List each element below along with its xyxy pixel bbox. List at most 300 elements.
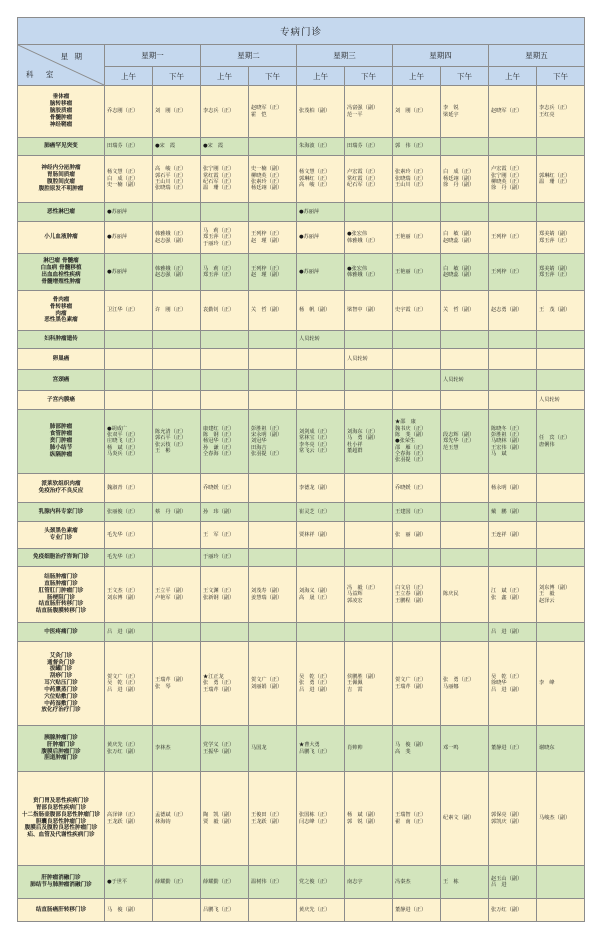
doctor-name: 张双平（正） bbox=[107, 431, 139, 438]
department-cell bbox=[18, 503, 105, 522]
doctor-cell bbox=[201, 567, 249, 623]
doctor-name: 杨 斌（正） bbox=[107, 444, 139, 451]
half-day-header-am: 上午 bbox=[393, 67, 441, 86]
doctor-cell bbox=[249, 291, 297, 331]
doctor-cell bbox=[489, 331, 537, 349]
doctor-cell bbox=[297, 138, 345, 156]
doctor-name: 韩雅娥（正） bbox=[347, 272, 379, 278]
table-row bbox=[18, 522, 585, 549]
doctor-cell bbox=[105, 522, 153, 549]
doctor-name: ●苏丽萍 bbox=[107, 208, 128, 215]
doctor-name: 人员轮转 bbox=[299, 336, 320, 343]
department-name: 专业门诊 bbox=[49, 535, 73, 541]
doctor-name: 党之俊（正） bbox=[299, 878, 331, 885]
doctor-name: 白文启（正） bbox=[395, 584, 427, 591]
doctor-cell bbox=[537, 474, 585, 503]
doctor-cell bbox=[393, 222, 441, 254]
doctor-cell bbox=[393, 899, 441, 922]
doctor-name: 彭胜祖（正） bbox=[491, 431, 523, 438]
doctor-name: 郑美婧（副） bbox=[539, 265, 571, 272]
doctor-name: 冯 毅（正） bbox=[347, 584, 379, 591]
doctor-cell bbox=[297, 567, 345, 623]
doctor-name: ●苏丽萍 bbox=[299, 208, 320, 215]
doctor-cell bbox=[249, 349, 297, 370]
doctor-name: 高 峻（正） bbox=[299, 182, 331, 189]
department-cell bbox=[18, 726, 105, 772]
doctor-name: 李志兵（正） bbox=[203, 108, 235, 115]
department-name: 胃肠间质瘤 bbox=[47, 172, 75, 179]
doctor-name: 关 哲（副） bbox=[251, 307, 283, 314]
department-name: 结直肠肝转移门诊 bbox=[38, 601, 84, 608]
doctor-name: 马炎兵（正） bbox=[107, 451, 139, 458]
doctor-cell bbox=[393, 866, 441, 899]
department-name: 乳腺内科专家门诊 bbox=[38, 508, 84, 515]
doctor-name: 常林宝（正） bbox=[299, 435, 331, 442]
doctor-name: 贾林祥（副） bbox=[299, 531, 331, 538]
doctor-name: 白 成（正） bbox=[107, 175, 139, 182]
doctor-cell bbox=[297, 203, 345, 222]
department-name: 肛管肛门肿瘤门诊 bbox=[38, 587, 84, 594]
doctor-cell bbox=[441, 203, 489, 222]
table-row bbox=[18, 291, 585, 331]
table-row bbox=[18, 549, 585, 567]
doctor-name: 张素玲（正） bbox=[251, 179, 283, 185]
doctor-name: 王列梓（正） bbox=[251, 231, 283, 238]
doctor-name: 刘东博（副） bbox=[539, 584, 571, 591]
doctor-cell bbox=[345, 291, 393, 331]
doctor-name: 崔灵芝（正） bbox=[299, 508, 331, 515]
doctor-cell bbox=[489, 291, 537, 331]
department-name: 通督灸门诊 bbox=[47, 659, 75, 666]
doctor-cell bbox=[201, 726, 249, 772]
doctor-cell bbox=[297, 410, 345, 474]
doctor-cell bbox=[489, 86, 537, 138]
doctor-cell bbox=[105, 474, 153, 503]
doctor-cell bbox=[441, 726, 489, 772]
doctor-name: 王山川（正） bbox=[155, 179, 187, 185]
department-name: 贲门肿瘤 bbox=[49, 438, 73, 445]
doctor-cell bbox=[297, 522, 345, 549]
doctor-cell bbox=[105, 349, 153, 370]
table-row bbox=[18, 370, 585, 391]
doctor-name: 冯秦杰 bbox=[395, 878, 411, 885]
doctor-name: 卢宏霞（正） bbox=[347, 169, 379, 176]
doctor-name: 王龙跃（副） bbox=[251, 818, 283, 825]
department-name: 胆囊良恶性肿瘤门诊 bbox=[35, 818, 87, 825]
doctor-cell bbox=[249, 772, 297, 866]
doctor-name: 徐晓华 bbox=[491, 680, 507, 687]
table-row bbox=[18, 254, 585, 291]
doctor-name: ●苏丽萍 bbox=[107, 234, 128, 241]
doctor-cell bbox=[201, 772, 249, 866]
doctor-name: 康建红（正） bbox=[203, 425, 235, 432]
doctor-cell bbox=[297, 331, 345, 349]
doctor-cell bbox=[105, 567, 153, 623]
doctor-name: 吉 霄 bbox=[347, 686, 363, 693]
doctor-cell bbox=[153, 726, 201, 772]
doctor-name: 张 勇（正） bbox=[443, 677, 475, 684]
table-row bbox=[18, 899, 585, 922]
doctor-cell bbox=[537, 866, 585, 899]
department-cell bbox=[18, 623, 105, 642]
doctor-name: 宋永明（副） bbox=[251, 431, 283, 438]
department-name: 肺癌罕见突变 bbox=[44, 143, 78, 150]
doctor-cell bbox=[489, 474, 537, 503]
doctor-name: 陈允清（正） bbox=[155, 428, 187, 435]
doctor-cell bbox=[489, 410, 537, 474]
doctor-name: 关 哲（副） bbox=[443, 307, 475, 314]
doctor-name: ★江正龙 bbox=[203, 673, 224, 680]
doctor-cell bbox=[393, 254, 441, 291]
doctor-cell bbox=[249, 331, 297, 349]
department-name: 腹膜后肿瘤门诊 bbox=[41, 748, 81, 755]
doctor-name: 温 珊（正） bbox=[539, 179, 571, 185]
doctor-name: 王连祥（副） bbox=[491, 531, 523, 538]
department-cell bbox=[18, 642, 105, 726]
doctor-name: 范一平 bbox=[347, 111, 363, 118]
doctor-cell bbox=[297, 899, 345, 922]
doctor-name: 赵晓蕊（副） bbox=[443, 237, 475, 244]
half-day-header-am: 上午 bbox=[489, 67, 537, 86]
doctor-cell bbox=[345, 549, 393, 567]
department-name: 恶性黑色素瘤 bbox=[44, 317, 78, 324]
doctor-cell bbox=[297, 549, 345, 567]
doctor-name: 庄晓飞（正） bbox=[107, 438, 139, 445]
department-name: 结直肠腹膜转移门诊 bbox=[35, 608, 87, 615]
doctor-name: 常红霞（正） bbox=[347, 175, 379, 182]
department-name: 腹膜后及腹腔良恶性肿瘤门诊 bbox=[24, 825, 98, 832]
doctor-name: 马益辉 bbox=[347, 591, 363, 598]
doctor-cell bbox=[345, 222, 393, 254]
doctor-name: 陈晓冬（正） bbox=[491, 425, 523, 432]
department-name: 放化疗治疗门诊 bbox=[41, 707, 81, 714]
department-name: 垂体瘤 bbox=[52, 94, 70, 101]
doctor-name: 陈 钢（正） bbox=[203, 431, 235, 438]
doctor-name: 王山川（正） bbox=[395, 182, 427, 189]
doctor-name: 仝春海（正） bbox=[203, 451, 235, 458]
doctor-cell bbox=[153, 474, 201, 503]
doctor-name: 柳晓英（正） bbox=[251, 172, 283, 179]
doctor-name: 王振华（副） bbox=[203, 748, 235, 755]
department-name: 肝肿瘤门诊 bbox=[47, 741, 75, 748]
department-name: 艾灸门诊 bbox=[49, 652, 73, 659]
doctor-name: 王立平（副） bbox=[155, 588, 187, 595]
doctor-name: 吕 进（副） bbox=[299, 686, 331, 693]
department-name: 肉瘤 bbox=[55, 310, 67, 317]
doctor-cell bbox=[489, 222, 537, 254]
table-row bbox=[18, 474, 585, 503]
department-name: 脑胶质瘤 bbox=[49, 108, 73, 115]
doctor-cell bbox=[297, 86, 345, 138]
doctor-name: 赵晓军（正） bbox=[251, 105, 283, 112]
doctor-name: 张新钢（副） bbox=[203, 594, 235, 601]
doctor-name: 吕 进（副） bbox=[107, 686, 139, 693]
doctor-cell bbox=[393, 138, 441, 156]
doctor-name: 贺文广（正） bbox=[251, 677, 283, 684]
doctor-cell bbox=[489, 391, 537, 410]
doctor-name: 王列梓（正） bbox=[491, 268, 523, 275]
doctor-cell bbox=[105, 642, 153, 726]
doctor-name: 李林杰 bbox=[155, 745, 171, 752]
doctor-cell bbox=[201, 222, 249, 254]
department-cell bbox=[18, 772, 105, 866]
doctor-cell bbox=[201, 410, 249, 474]
doctor-name: 王俊田（正） bbox=[251, 812, 283, 819]
doctor-cell bbox=[105, 866, 153, 899]
doctor-cell bbox=[297, 772, 345, 866]
doctor-cell bbox=[297, 254, 345, 291]
table-row bbox=[18, 203, 585, 222]
doctor-cell bbox=[153, 86, 201, 138]
doctor-cell bbox=[537, 503, 585, 522]
doctor-name: 王 栋 bbox=[443, 878, 459, 885]
doctor-cell bbox=[537, 567, 585, 623]
doctor-cell bbox=[153, 349, 201, 370]
doctor-cell bbox=[441, 86, 489, 138]
doctor-cell bbox=[297, 866, 345, 899]
doctor-cell bbox=[105, 203, 153, 222]
department-name: 肺结节与肺肿瘤消融门诊 bbox=[30, 882, 92, 888]
department-cell bbox=[18, 866, 105, 899]
doctor-name: 陈 斐（副） bbox=[395, 431, 427, 438]
doctor-cell bbox=[489, 866, 537, 899]
table-row bbox=[18, 503, 585, 522]
doctor-name: 邓一鸣 bbox=[443, 745, 459, 752]
doctor-cell bbox=[489, 567, 537, 623]
doctor-cell bbox=[249, 86, 297, 138]
doctor-name: 杨文慧（正） bbox=[299, 169, 331, 176]
department-cell bbox=[18, 86, 105, 138]
doctor-name: 任 宾（正） bbox=[539, 435, 571, 442]
doctor-name: 陶 凯（副） bbox=[203, 812, 235, 819]
doctor-cell bbox=[537, 156, 585, 203]
doctor-name: 王 军（正） bbox=[203, 531, 235, 538]
doctor-name: 张羽提（正） bbox=[395, 457, 427, 464]
doctor-cell bbox=[393, 623, 441, 642]
department-name: 宫颈癌 bbox=[52, 376, 70, 383]
department-cell bbox=[18, 331, 105, 349]
half-day-header-am: 上午 bbox=[201, 67, 249, 86]
doctor-cell bbox=[105, 86, 153, 138]
doctor-name: 于丽玲（正） bbox=[203, 554, 235, 561]
department-name: 穴位贴敷门诊 bbox=[44, 693, 78, 700]
doctor-name: 范玉慧 bbox=[443, 444, 459, 451]
doctor-name: 柳晓英（正） bbox=[491, 179, 523, 185]
doctor-name: ●苏丽萍 bbox=[299, 268, 320, 275]
department-cell bbox=[18, 291, 105, 331]
doctor-name: ●于世平 bbox=[107, 878, 128, 885]
doctor-cell bbox=[201, 203, 249, 222]
doctor-cell bbox=[345, 86, 393, 138]
doctor-cell bbox=[105, 254, 153, 291]
doctor-name: 郑玉萍（正） bbox=[203, 272, 235, 278]
doctor-cell bbox=[489, 254, 537, 291]
doctor-name: 刘 刚（正） bbox=[155, 108, 187, 115]
department-name: 拔罐门诊 bbox=[49, 666, 73, 673]
doctor-cell bbox=[393, 410, 441, 474]
doctor-name: 马峻杰（副） bbox=[539, 815, 571, 822]
doctor-name: 郭 锐（副） bbox=[347, 818, 379, 825]
doctor-name: 杨永明（副） bbox=[491, 484, 523, 491]
doctor-name: 袁勤钊（正） bbox=[203, 307, 235, 314]
doctor-cell bbox=[249, 474, 297, 503]
doctor-name: 杨冠华（正） bbox=[203, 438, 235, 445]
doctor-name: 贺文广（正） bbox=[395, 677, 427, 684]
doctor-cell bbox=[537, 726, 585, 772]
department-cell bbox=[18, 203, 105, 222]
department-name: 中医疼痛门诊 bbox=[44, 628, 78, 635]
doctor-name: 郑玉萍（正） bbox=[203, 234, 235, 241]
department-name: 中药湿敷门诊 bbox=[44, 700, 78, 707]
doctor-cell bbox=[393, 549, 441, 567]
doctor-name: 刘海义（副） bbox=[299, 588, 331, 595]
department-axis-label: 科 室 bbox=[26, 70, 59, 79]
doctor-name: 刘茂寿（副） bbox=[251, 588, 283, 595]
doctor-name: 吴 乾（正） bbox=[299, 673, 331, 680]
doctor-name: 史一楠（副） bbox=[251, 166, 283, 173]
doctor-name: 王 彬 bbox=[155, 447, 171, 454]
doctor-name: 肖帅帅 bbox=[347, 745, 363, 752]
doctor-cell bbox=[249, 503, 297, 522]
doctor-cell bbox=[441, 349, 489, 370]
department-name: 中药熏蒸门诊 bbox=[44, 686, 78, 693]
doctor-cell bbox=[105, 291, 153, 331]
doctor-name: 刘剑成（正） bbox=[299, 428, 331, 435]
doctor-name: 张万红（副） bbox=[107, 748, 139, 755]
doctor-cell bbox=[345, 203, 393, 222]
doctor-name: 陈庆民 bbox=[443, 591, 459, 598]
doctor-name: 张素玲（正） bbox=[395, 169, 427, 176]
department-cell bbox=[18, 474, 105, 503]
doctor-cell bbox=[249, 156, 297, 203]
doctor-cell bbox=[153, 203, 201, 222]
doctor-name: 卢宏霞（正） bbox=[491, 166, 523, 173]
doctor-name: 毛先华（正） bbox=[107, 554, 139, 561]
schedule-body bbox=[18, 86, 585, 922]
doctor-cell bbox=[105, 549, 153, 567]
doctor-cell bbox=[537, 772, 585, 866]
doctor-cell bbox=[153, 899, 201, 922]
doctor-cell bbox=[153, 254, 201, 291]
doctor-cell bbox=[201, 549, 249, 567]
doctor-name: ●张宏伟 bbox=[347, 265, 368, 272]
doctor-name: 贾 毅（副） bbox=[203, 818, 235, 825]
department-name: 骨转移瘤 bbox=[49, 303, 73, 310]
doctor-cell bbox=[201, 522, 249, 549]
doctor-name: 张宁刚（正） bbox=[491, 172, 523, 179]
doctor-cell bbox=[393, 331, 441, 349]
half-day-header-pm: 下午 bbox=[441, 67, 489, 86]
department-name: 神经鞘瘤 bbox=[49, 121, 73, 128]
doctor-name: 王文渊（正） bbox=[203, 588, 235, 595]
doctor-name: 赵晓蕊（副） bbox=[443, 272, 475, 278]
doctor-name: 孙 谦（正） bbox=[203, 444, 235, 451]
doctor-cell bbox=[441, 410, 489, 474]
department-name: 胃部良恶性疾病门诊 bbox=[35, 804, 87, 811]
table-row bbox=[18, 623, 585, 642]
doctor-name: 郭石平（正） bbox=[155, 172, 187, 179]
doctor-name: 马国龙 bbox=[251, 745, 267, 752]
doctor-name: 张茂柏（副） bbox=[299, 108, 331, 115]
doctor-cell bbox=[105, 623, 153, 642]
doctor-cell bbox=[441, 138, 489, 156]
doctor-name: 李志兵（正） bbox=[539, 105, 571, 112]
department-name: 骨肉瘤 bbox=[52, 296, 70, 303]
half-day-header-pm: 下午 bbox=[345, 67, 393, 86]
day-header-tue: 星期二 bbox=[201, 45, 297, 67]
doctor-cell bbox=[105, 899, 153, 922]
doctor-cell bbox=[153, 642, 201, 726]
doctor-name: 刘东博（副） bbox=[107, 594, 139, 601]
doctor-name: 王瑞芹（副） bbox=[203, 686, 235, 693]
doctor-name: 温树伟（正） bbox=[251, 878, 283, 885]
doctor-cell bbox=[537, 522, 585, 549]
doctor-name: 张国栋（正） bbox=[299, 812, 331, 819]
doctor-name: 李冬亮（正） bbox=[299, 441, 331, 448]
doctor-cell bbox=[537, 138, 585, 156]
department-name: 脑转移瘤 bbox=[49, 101, 73, 108]
doctor-cell bbox=[393, 86, 441, 138]
doctor-name: 段志辉（副） bbox=[443, 431, 475, 438]
doctor-cell bbox=[297, 156, 345, 203]
doctor-name: 赵晓军（正） bbox=[491, 108, 523, 115]
doctor-cell bbox=[537, 222, 585, 254]
day-header-wed: 星期三 bbox=[297, 45, 393, 67]
doctor-name: 张宁刚（正） bbox=[203, 166, 235, 173]
doctor-cell bbox=[345, 623, 393, 642]
doctor-name: 董静进（正） bbox=[491, 745, 523, 752]
doctor-cell bbox=[441, 391, 489, 410]
doctor-cell bbox=[489, 522, 537, 549]
department-name: 派莱软组织肉瘤 bbox=[41, 481, 81, 488]
doctor-name: 吕 进（副） bbox=[491, 686, 523, 693]
doctor-cell bbox=[153, 391, 201, 410]
doctor-name: 卢艳军（副） bbox=[155, 594, 187, 601]
doctor-name: 王鹏程（副） bbox=[395, 597, 427, 604]
doctor-name: 人员轮转 bbox=[443, 376, 464, 383]
doctor-cell bbox=[297, 726, 345, 772]
doctor-name: 人员轮转 bbox=[347, 355, 368, 362]
doctor-name: 马 莉（正） bbox=[203, 265, 235, 272]
doctor-name: 赵 瑾（副） bbox=[251, 237, 283, 244]
doctor-cell bbox=[489, 899, 537, 922]
department-cell bbox=[18, 156, 105, 203]
doctor-cell bbox=[153, 549, 201, 567]
doctor-name: 张晓瑞（正） bbox=[395, 175, 427, 182]
doctor-name: 侯鹏胜（副） bbox=[347, 673, 379, 680]
doctor-name: 张 琴 bbox=[155, 683, 171, 690]
department-cell bbox=[18, 138, 105, 156]
doctor-name: 梁延宇 bbox=[443, 111, 459, 118]
department-name: 骨髓增殖性肿瘤 bbox=[41, 278, 81, 285]
table-row bbox=[18, 866, 585, 899]
doctor-cell bbox=[345, 156, 393, 203]
doctor-cell bbox=[489, 138, 537, 156]
doctor-cell bbox=[393, 567, 441, 623]
doctor-cell bbox=[537, 410, 585, 474]
doctor-name: ●宋 霞 bbox=[155, 143, 176, 150]
doctor-cell bbox=[489, 726, 537, 772]
department-name: 骨髓肿瘤 bbox=[49, 114, 73, 121]
table-row bbox=[18, 86, 585, 138]
doctor-name: 张 鑫（副） bbox=[491, 594, 523, 601]
department-name: 妇科肿瘤遗传 bbox=[44, 336, 78, 343]
doctor-name: 梁智中（副） bbox=[347, 307, 379, 314]
doctor-name: 杜小祥 bbox=[347, 441, 363, 448]
doctor-cell bbox=[489, 623, 537, 642]
doctor-name: 高泽锋（正） bbox=[107, 812, 139, 819]
doctor-name: 郭琳红（正） bbox=[299, 175, 331, 182]
